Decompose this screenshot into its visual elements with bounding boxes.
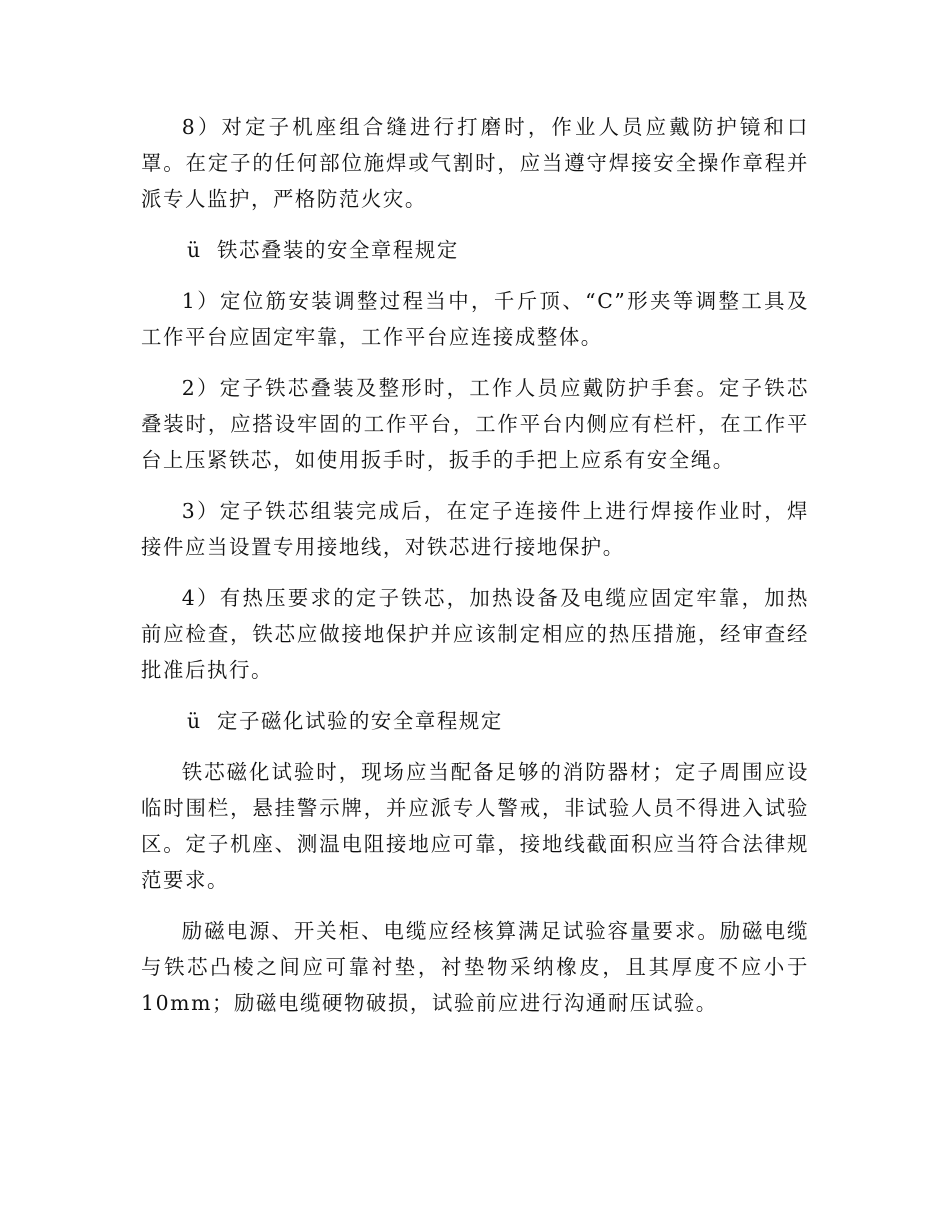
- section-heading-core-stacking: [141, 232, 809, 268]
- checkmark-bullet-icon: ü: [187, 709, 202, 733]
- section-heading-magnetization-test: [141, 703, 809, 739]
- document-body: [141, 109, 809, 1021]
- checkmark-bullet-icon: ü: [187, 238, 202, 262]
- paragraph-3-welding-grounding: 3）定子铁芯组装完成后，在定子连接件上进行焊接作业时，焊接件应当设置专用接地线，对铁芯进行接地保护。: [141, 499, 809, 559]
- paragraph-2-core-stacking: 2）定子铁芯叠装及整形时，工作人员应戴防护手套。定子铁芯叠装时，应搭设牢固的工作平台，工作平台内侧应有栏杆，在工作平台上压紧铁芯，如使用扳手时，扳手的手把上应系有安全绳。: [141, 376, 809, 472]
- paragraph-8-stator-grinding: 8）对定子机座组合缝进行打磨时，作业人员应戴防护镜和口罩。在定子的任何部位施焊或气割时，应当遵守焊接安全操作章程并派专人监护，严格防范火灾。: [141, 115, 809, 211]
- section-heading-text: 铁芯叠装的安全章程规定: [217, 238, 459, 262]
- section-heading-text: 定子磁化试验的安全章程规定: [217, 709, 503, 733]
- paragraph-magnetization-site-safety: 铁芯磁化试验时，现场应当配备足够的消防器材；定子周围应设临时围栏，悬挂警示牌，并应派专人警戒，非试验人员不得进入试验区。定子机座、测温电阻接地应可靠，接地线截面积应当符合法律规范要求。: [141, 760, 809, 892]
- paragraph-excitation-cable: 励磁电源、开关柜、电缆应经核算满足试验容量要求。励磁电缆与铁芯凸棱之间应可靠衬垫，衬垫物采纳橡皮，且其厚度不应小于10mm；励磁电缆硬物破损，试验前应进行沟通耐压试验。: [141, 919, 809, 1015]
- paragraph-1-positioning-bars: 1）定位筋安装调整过程当中，千斤顶、“C”形夹等调整工具及工作平台应固定牢靠，工作平台应连接成整体。: [141, 289, 809, 349]
- paragraph-4-hot-pressing: 4）有热压要求的定子铁芯，加热设备及电缆应固定牢靠，加热前应检查，铁芯应做接地保护并应该制定相应的热压措施，经审查经批准后执行。: [141, 586, 809, 682]
